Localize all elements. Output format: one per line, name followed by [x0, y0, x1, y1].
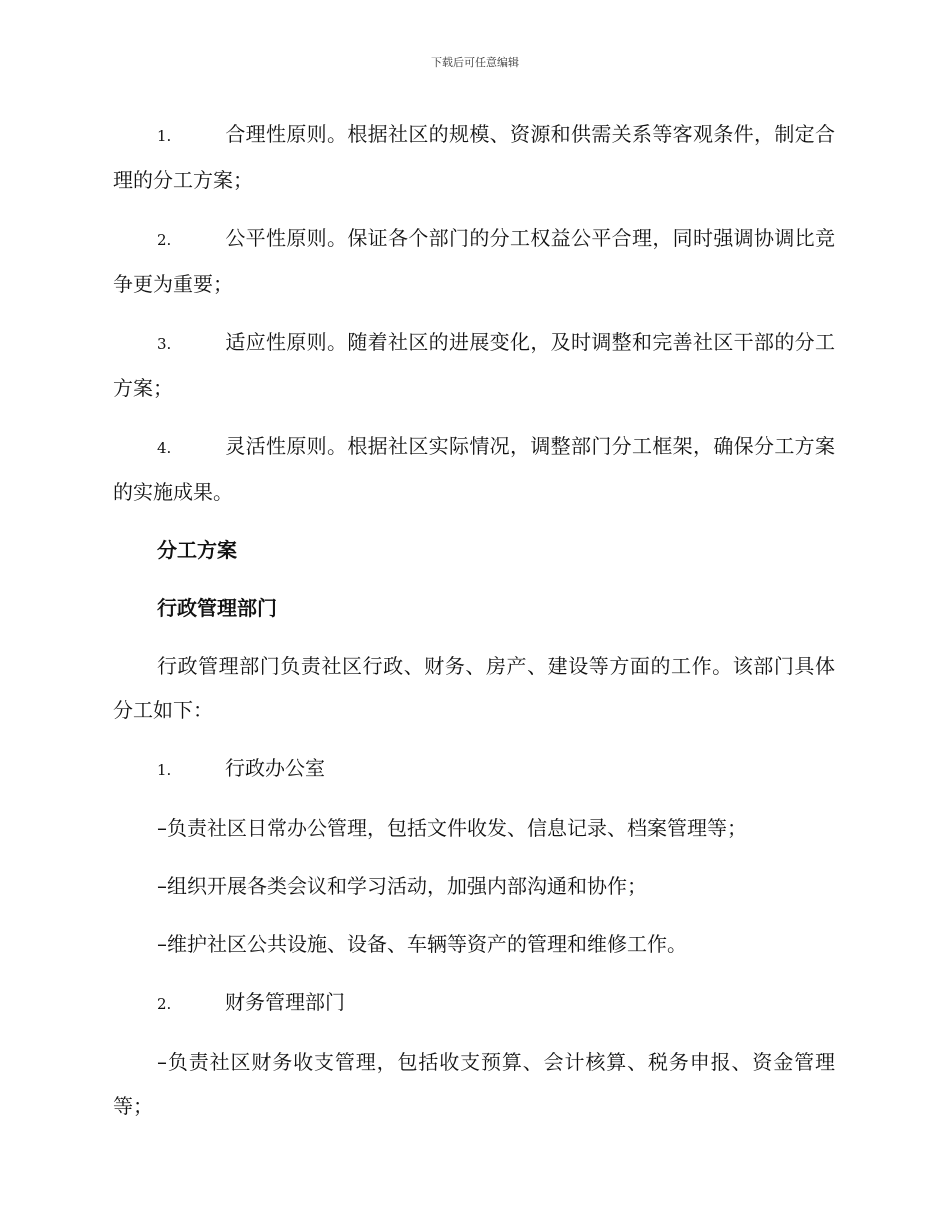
list-number: 1. — [157, 127, 172, 145]
sub-department-title: 财务管理部门 — [225, 990, 345, 1014]
sub-department-heading — [113, 746, 835, 792]
list-number: 2. — [157, 231, 172, 249]
duty-item: –维护社区公共设施、设备、车辆等资产的管理和维修工作。 — [157, 932, 687, 956]
document-body — [113, 112, 835, 1142]
principle-item — [113, 320, 835, 410]
principle-text: 适应性原则。随着社区的进展变化，及时调整和完善社区干部的分工方案； — [113, 330, 835, 400]
sub-department-title: 行政办公室 — [225, 756, 325, 780]
list-number: 1. — [157, 761, 172, 779]
principle-text: 灵活性原则。根据社区实际情况，调整部门分工框架，确保分工方案的实施成果。 — [113, 434, 835, 504]
principle-item — [113, 216, 835, 306]
list-number: 3. — [157, 335, 172, 353]
principle-text: 公平性原则。保证各个部门的分工权益公平合理，同时强调协调比竞争更为重要； — [113, 226, 835, 296]
department-intro: 行政管理部门负责社区行政、财务、房产、建设等方面的工作。该部门具体分工如下： — [113, 654, 835, 722]
section-title: 分工方案 — [157, 538, 237, 562]
department-title: 行政管理部门 — [157, 596, 277, 620]
duty-item: –负责社区日常办公管理，包括文件收发、信息记录、档案管理等； — [157, 816, 747, 840]
list-number: 2. — [157, 995, 172, 1013]
sub-department-heading — [113, 980, 835, 1026]
page-header: 下载后可任意编辑 — [431, 56, 519, 69]
duty-item: –组织开展各类会议和学习活动，加强内部沟通和协作； — [157, 874, 647, 898]
duty-item: –负责社区财务收支管理，包括收支预算、会计核算、税务申报、资金管理等； — [113, 1050, 835, 1118]
principle-text: 合理性原则。根据社区的规模、资源和供需关系等客观条件，制定合理的分工方案； — [113, 122, 835, 192]
principle-item — [113, 112, 835, 202]
principle-item — [113, 424, 835, 514]
list-number: 4. — [157, 439, 172, 457]
